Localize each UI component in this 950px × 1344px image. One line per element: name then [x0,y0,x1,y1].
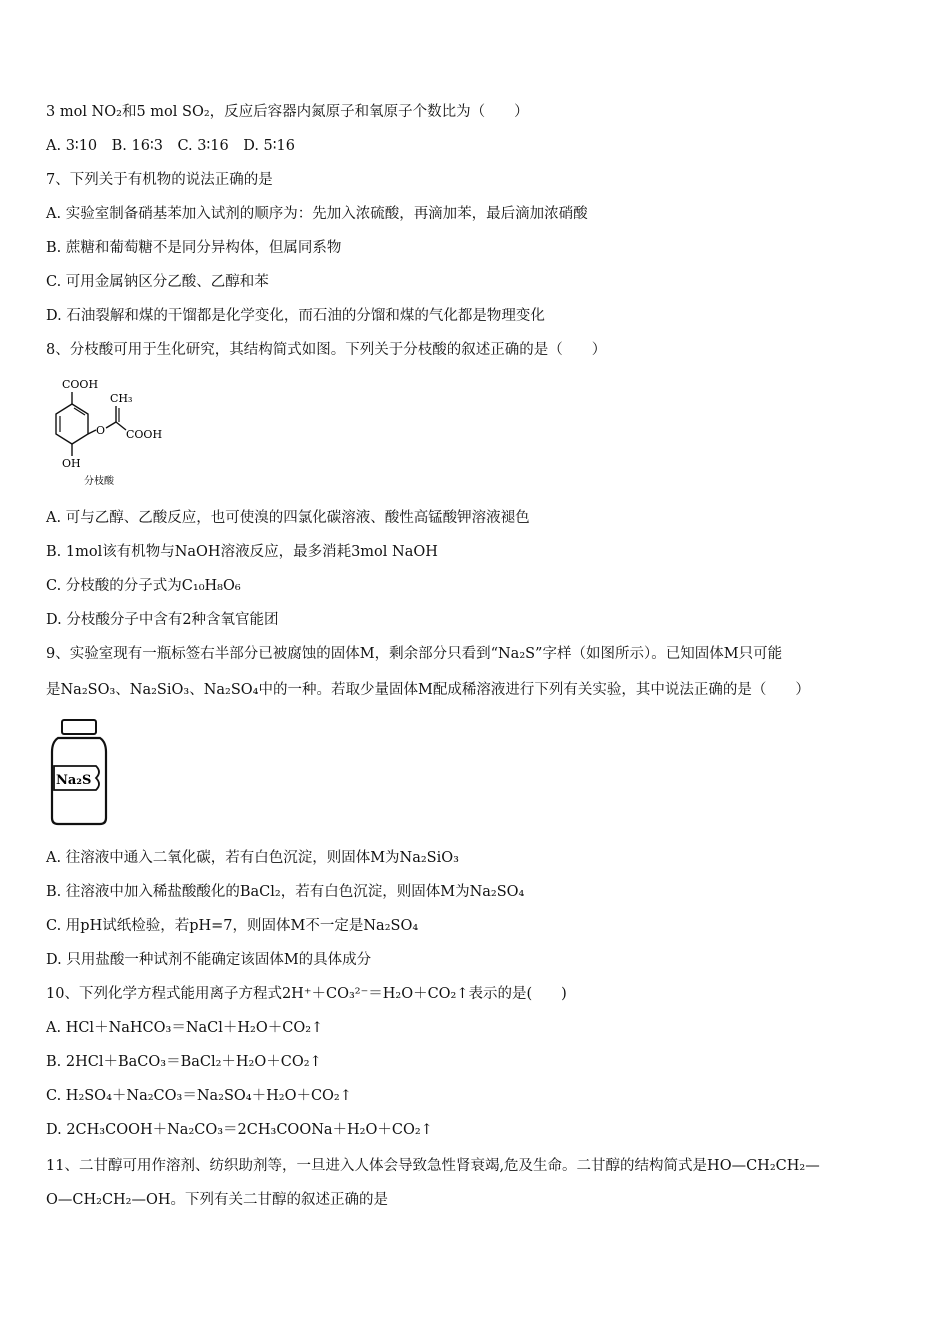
question-8-option-c: C. 分枝酸的分子式为C₁₀H₈O₆ [46,578,241,594]
bottle-cap [62,720,96,734]
structure-cooh-side-label: COOH [126,428,163,441]
structure-bond [106,422,116,428]
question-11-stem-continuation: O—CH₂CH₂—OH。下列有关二甘醇的叙述正确的是 [46,1192,389,1208]
bottle-label-text: Na₂S [56,773,92,788]
question-11-stem: 11、二甘醇可用作溶剂、纺织助剂等，一旦进入人体会导致急性肾衰竭,危及生命。二甘醇的结构简式是HO—CH₂CH₂— [46,1158,820,1174]
structure-oxygen-label: O [96,424,106,437]
structure-ring [56,404,88,444]
question-8-option-d: D. 分枝酸分子中含有2种含氧官能团 [46,612,279,628]
structure-bond [116,422,126,430]
question-7-option-a: A. 实验室制备硝基苯加入试剂的顺序为：先加入浓硫酸，再滴加苯，最后滴加浓硝酸 [46,206,588,222]
question-10-option-c: C. H₂SO₄＋Na₂CO₃＝Na₂SO₄＋H₂O＋CO₂↑ [46,1088,352,1104]
chorismic-acid-structure-figure [40,372,180,490]
question-9-stem: 9、实验室现有一瓶标签右半部分已被腐蚀的固体M，剩余部分只看到“Na₂S”字样（如图所示）。已知固体M只可能 [46,646,783,662]
question-9-option-c: C. 用pH试纸检验，若pH=7，则固体M不一定是Na₂SO₄ [46,918,419,934]
structure-oh-label: OH [62,457,81,470]
question-8-option-b: B. 1mol该有机物与NaOH溶液反应，最多消耗3mol NaOH [46,544,438,560]
structure-bond [88,430,96,434]
question-9-stem-continuation: 是Na₂SO₃、Na₂SiO₃、Na₂SO₄中的一种。若取少量固体M配成稀溶液进行下列有关实验，其中说法正确的是（ ） [46,682,810,698]
question-6-options: A. 3∶10 B. 16∶3 C. 3∶16 D. 5∶16 [46,138,295,154]
question-10-option-a: A. HCl＋NaHCO₃＝NaCl＋H₂O＋CO₂↑ [46,1020,324,1036]
question-10-option-b: B. 2HCl＋BaCO₃＝BaCl₂＋H₂O＋CO₂↑ [46,1054,322,1070]
reagent-bottle-figure [46,718,112,828]
structure-ch3-label: CH₃ [110,392,133,405]
question-9-option-b: B. 往溶液中加入稀盐酸酸化的BaCl₂，若有白色沉淀，则固体M为Na₂SO₄ [46,884,525,900]
question-8-stem: 8、分枝酸可用于生化研究，其结构简式如图。下列关于分枝酸的叙述正确的是（ ） [46,342,607,358]
question-9-option-d: D. 只用盐酸一种试剂不能确定该固体M的具体成分 [46,952,372,968]
question-9-option-a: A. 往溶液中通入二氧化碳，若有白色沉淀，则固体M为Na₂SiO₃ [46,850,459,866]
question-10-option-d: D. 2CH₃COOH＋Na₂CO₃＝2CH₃COONa＋H₂O＋CO₂↑ [46,1122,433,1138]
question-7-option-b: B. 蔗糖和葡萄糖不是同分异构体，但属同系物 [46,240,342,256]
question-10-stem: 10、下列化学方程式能用离子方程式2H⁺＋CO₃²⁻＝H₂O＋CO₂↑表示的是( ) [46,986,567,1002]
structure-cooh-top-label: COOH [62,378,99,391]
question-7-option-d: D. 石油裂解和煤的干馏都是化学变化，而石油的分馏和煤的气化都是物理变化 [46,308,545,324]
question-8-option-a: A. 可与乙醇、乙酸反应，也可使溴的四氯化碳溶液、酸性高锰酸钾溶液褪色 [46,510,530,526]
question-7-option-c: C. 可用金属钠区分乙酸、乙醇和苯 [46,274,269,290]
question-7-stem: 7、下列关于有机物的说法正确的是 [46,172,273,188]
question-6-continuation: 3 mol NO₂和5 mol SO₂，反应后容器内氮原子和氧原子个数比为（ ） [46,104,529,120]
structure-caption: 分枝酸 [84,476,114,487]
